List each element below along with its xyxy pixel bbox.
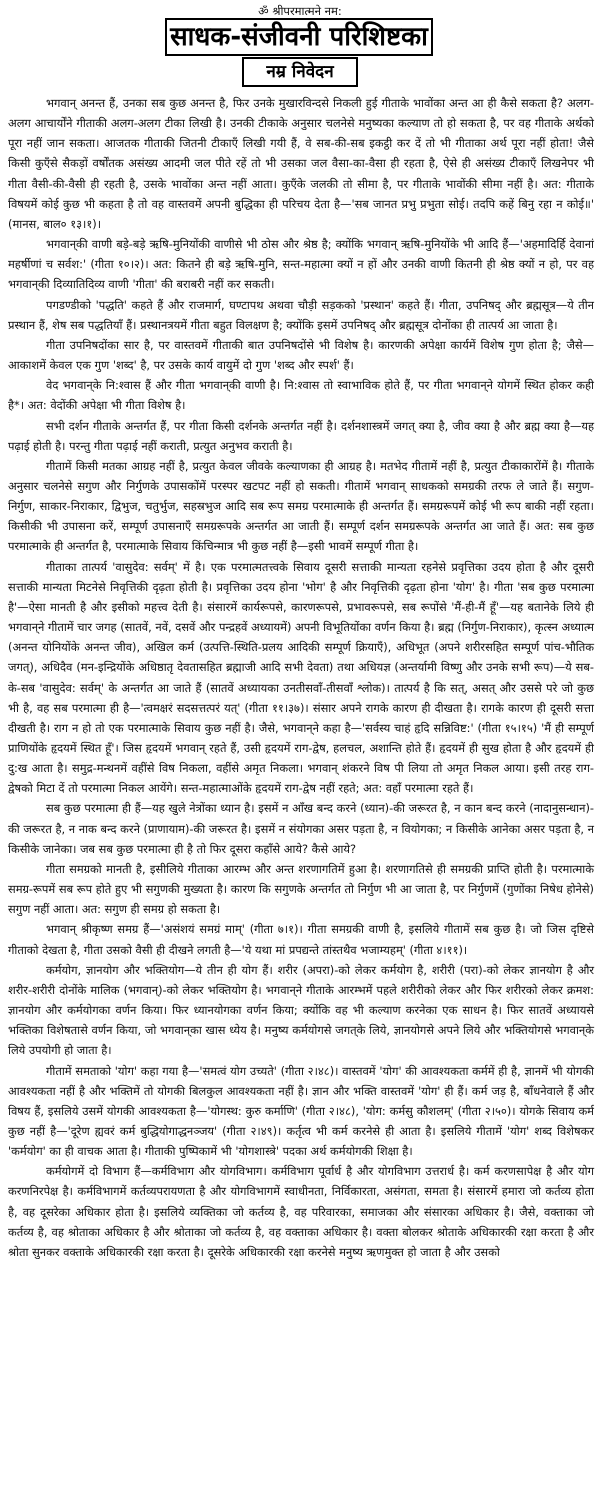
paragraph: गीताका तात्पर्य 'वासुदेव: सर्वम्' में है। एक परमात्मतत्त्वके सिवाय दूसरी सत्ताकी मान्यता रहनेसे प्रवृत्तिका उदय होता है और दूसरी सत्ताकी मान्यता मिटनेसे निवृत्तिकी दृढ़ता होती है। प्रवृत्तिका उदय होना 'भोग' है और निवृत्तिकी दृढ़ता होना 'योग' है। गीता 'सब कुछ परमात्मा है'—ऐसा मानती है और इसीको महत्त्व देती है। संसारमें कार्यरूपसे, कारणरूपसे, प्रभावरूपसे, सब रूपोंसे 'मैं-ही-मैं हूँ'—यह बतानेके लिये ही भगवान्‌ने गीतामें चार जगह (सातवें, नवें, दसवें और पन्द्रहवें अध्यायमें) अपनी विभूतियोंका वर्णन किया है। ब्रह्म (निर्गुण-निराकार), कृत्स्न अध्यात्म (अनन्त योनियोंके अनन्त जीव), अखिल कर्म (उत्पत्ति-स्थिति-प्रलय आदिकी सम्पूर्ण क्रियाएँ), अधिभूत (अपने शरीरसहित सम्पूर्ण पांच-भौतिक जगत्), अधिदैव (मन-इन्द्रियोंके अधिष्ठातृ देवतासहित ब्रह्माजी आदि सभी देवता) तथा अधियज्ञ (अन्तर्यामी विष्णु और उनके सभी रूप)—ये सब-के-सब 'वासुदेव: सर्वम्' के अन्तर्गत आ जाते हैं (सातवें अध्यायका उनतीसवाँ-तीसवाँ श्लोक)। तात्पर्य है कि सत्, असत् और उससे परे जो कुछ भी है, वह सब परमात्मा ही है—'त्वमक्षरं सदसत्तत्परं यत्' (गीता ११।३७)। संसार अपने रागके कारण ही दीखता है। रागके कारण ही दूसरी सत्ता दीखती है। राग न हो तो एक परमात्माके सिवाय कुछ नहीं है। जैसे, भगवान्‌ने कहा है—'सर्वस्य चाहं हृदि सन्निविष्ट:' (गीता १५।१५) 'मैं ही सम्पूर्ण प्राणियोंके हृदयमें स्थित हूँ'। जिस हृदयमें भगवान् रहते हैं, उसी हृदयमें राग-द्वेष, हलचल, अशान्ति होते हैं। हृदयमें ही सुख होता है और हृदयमें ही दु:ख आता है। समुद्र-मन्थनमें वहींसे विष निकला, वहींसे अमृत निकला। भगवान् शंकरने विष पी लिया तो अमृत निकल आया। इसी तरह राग-द्वेषको मिटा दें तो परमात्मा निकल आयेंगे। सन्त-महात्माओंके हृदयमें राग-द्वेष नहीं रहते; अत: वहाँ परमात्मा रहते हैं।: [8, 559, 594, 796]
paragraph: गीता उपनिषदोंका सार है, पर वास्तवमें गीताकी बात उपनिषदोंसे भी विशेष है। कारणकी अपेक्षा कार्यमें विशेष गुण होता है; जैसे—आकाशमें केवल एक गुण 'शब्द' है, पर उसके कार्य वायुमें दो गुण 'शब्द और स्पर्श' हैं।: [8, 337, 594, 373]
paragraph: भगवान् अनन्त हैं, उनका सब कुछ अनन्त है, फिर उनके मुखारविन्दसे निकली हुई गीताके भावोंका अन्त आ ही कैसे सकता है? अलग-अलग आचार्योंने गीताकी अलग-अलग टीका लिखी है। उनकी टीकाके अनुसार चलनेसे मनुष्यका कल्याण तो हो सकता है, पर वह गीताके अर्थको पूरा नहीं जान सकता। आजतक गीताकी जितनी टीकाएँ लिखी गयी हैं, वे सब-की-सब इकट्ठी कर दें तो भी गीताका अर्थ पूरा नहीं होता! जैसे किसी कुएँसे सैकड़ों वर्षोंतक असंख्य आदमी जल पीते रहें तो भी उसका जल वैसा-का-वैसा ही रहता है, ऐसे ही असंख्य टीकाएँ लिखनेपर भी गीता वैसी-की-वैसी ही रहती है, उसके भावोंका अन्त नहीं आता। कुएँके जलकी तो सीमा है, पर गीताके भावोंकी सीमा नहीं है। अत: गीताके विषयमें कोई कुछ भी कहता है तो वह वास्तवमें अपनी बुद्धिका ही परिचय देता है—'सब जानत प्रभु प्रभुता सोई। तदपि कहें बिनु रहा न कोई॥' (मानस, बाल० १३।१)।: [8, 96, 594, 231]
paragraph: गीतामें किसी मतका आग्रह नहीं है, प्रत्युत केवल जीवके कल्याणका ही आग्रह है। मतभेद गीतामें नहीं है, प्रत्युत टीकाकारोंमें है। गीताके अनुसार चलनेसे सगुण और निर्गुणके उपासकोंमें परस्पर खटपट नहीं हो सकती। गीतामें भगवान् साधकको समग्रकी तरफ ले जाते हैं। सगुण-निर्गुण, साकार-निराकार, द्विभुज, चतुर्भुज, सहस्रभुज आदि सब रूप समग्र परमात्माके ही अन्तर्गत हैं। समग्ररूपमें कोई भी रूप बाकी नहीं रहता। किसीकी भी उपासना करें, सम्पूर्ण उपासनाएँ समग्ररूपके अन्तर्गत आ जाती हैं। सम्पूर्ण दर्शन समग्ररूपके अन्तर्गत आ जाते हैं। अत: सब कुछ परमात्माके ही अन्तर्गत है, परमात्माके सिवाय किंचिन्मात्र भी कुछ नहीं है—इसी भावमें सम्पूर्ण गीता है।: [8, 458, 595, 554]
paragraph: भगवान् श्रीकृष्ण समग्र हैं—'असंशयं समग्रं माम्' (गीता ७।१)। गीता समग्रकी वाणी है, इसलिये गीतामें सब कुछ है। जो जिस दृष्टिसे गीताको देखता है, गीता उसको वैसी ही दीखने लगती है—'ये यथा मां प्रपद्यन्ते तांस्तथैव भजाम्यहम्' (गीता ४।११)।: [8, 922, 594, 957]
paragraph: गीता समग्रको मानती है, इसीलिये गीताका आरम्भ और अन्त शरणागतिमें हुआ है। शरणागतिसे ही समग्रकी प्राप्ति होती है। परमात्माके समग्र-रूपमें सब रूप होते हुए भी सगुणकी मुख्यता है। कारण कि सगुणके अन्तर्गत तो निर्गुण भी आ जाता है, पर निर्गुणमें (गुणोंका निषेध होनेसे) सगुण नहीं आता। अत: सगुण ही समग्र हो सकता है।: [8, 861, 594, 917]
paragraph: पगडण्डीको 'पद्धति' कहते हैं और राजमार्ग, घण्टापथ अथवा चौड़ी सड़कको 'प्रस्थान' कहते हैं। गीता, उपनिषद् और ब्रह्मसूत्र—ये तीन प्रस्थान हैं, शेष सब पद्धतियाँ हैं। प्रस्थानत्रयमें गीता बहुत विलक्षण है; क्योंकि इसमें उपनिषद् और ब्रह्मसूत्र दोनोंका ही तात्पर्य आ जाता है।: [8, 297, 594, 332]
invocation-line: ॐ श्रीपरमात्मने नम:: [258, 4, 342, 18]
page-title: साधक-संजीवनी परिशिष्टका: [165, 18, 433, 56]
paragraph: कर्मयोगमें दो विभाग हैं—कर्मविभाग और योगविभाग। कर्मविभाग पूर्वार्ध है और योगविभाग उत्तरार्ध है। कर्म करणसापेक्ष है और योग करणनिरपेक्ष है। कर्मविभागमें कर्तव्यपरायणता है और योगविभागमें स्वाधीनता, निर्विकारता, असंगता, समता है। संसारमें हमारा जो कर्तव्य होता है, वह दूसरेका अधिकार होता है। इसलिये व्यक्तिका जो कर्तव्य है, वह परिवारका, समाजका और संसारका अधिकार है। जैसे, वक्ताका जो कर्तव्य है, वह श्रोताका अधिकार है और श्रोताका जो कर्तव्य है, वह वक्ताका अधिकार है। वक्ता बोलकर श्रोताके अधिकारकी रक्षा करता है और श्रोता सुनकर वक्ताके अधिकारकी रक्षा करता है। दूसरेके अधिकारकी रक्षा करनेसे मनुष्य ऋणमुक्त हो जाता है और उसको: [8, 1164, 594, 1259]
paragraph: भगवान्‌की वाणी बड़े-बड़े ऋषि-मुनियोंकी वाणीसे भी ठोस और श्रेष्ठ है; क्योंकि भगवान् ऋषि-मुनियोंके भी आदि हैं—'अहमादिर्हि देवानां महर्षीणां च सर्वश:' (गीता १०।२)। अत: कितने ही बड़े ऋषि-मुनि, सन्त-महात्मा क्यों न हों और उनकी वाणी कितनी ही श्रेष्ठ क्यों न हो, पर वह भगवान्‌की दिव्यातिदिव्य वाणी 'गीता' की बराबरी नहीं कर सकती।: [8, 237, 594, 292]
body-text: [8, 93, 594, 1262]
paragraph: सब कुछ परमात्मा ही हैं—यह खुले नेत्रोंका ध्यान है। इसमें न आँख बन्द करने (ध्यान)-की जरूरत है, न कान बन्द करने (नादानुसन्धान)-की जरूरत है, न नाक बन्द करने (प्राणायाम)-की जरूरत है। इसमें न संयोगका असर पड़ता है, न वियोगका; न किसीके आनेका असर पड़ता है, न किसीके जानेका। जब सब कुछ परमात्मा ही है तो फिर दूसरा कहाँसे आये? कैसे आये?: [8, 801, 594, 856]
paragraph: वेद भगवान्‌के नि:श्वास हैं और गीता भगवान्‌की वाणी है। नि:श्वास तो स्वाभाविक होते हैं, पर गीता भगवान्‌ने योगमें स्थित होकर कही है*। अत: वेदोंकी अपेक्षा भी गीता विशेष है।: [8, 378, 594, 413]
paragraph: कर्मयोग, ज्ञानयोग और भक्तियोग—ये तीन ही योग हैं। शरीर (अपरा)-को लेकर कर्मयोग है, शरीरी (परा)-को लेकर ज्ञानयोग है और शरीर-शरीरी दोनोंके मालिक (भगवान्)-को लेकर भक्तियोग है। भगवान्‌ने गीताके आरम्भमें पहले शरीरीको लेकर और फिर शरीरको लेकर क्रमश: ज्ञानयोग और कर्मयोगका वर्णन किया। फिर ध्यानयोगका वर्णन किया; क्योंकि वह भी कल्याण करनेका एक साधन है। फिर सातवें अध्यायसे भक्तिका विशेषतासे वर्णन किया, जो भगवान्‌का खास ध्येय है। मनुष्य कर्मयोगसे जगत्‌के लिये, ज्ञानयोगसे अपने लिये और भक्तियोगसे भगवान्‌के लिये उपयोगी हो जाता है।: [8, 962, 594, 1058]
paragraph: गीतामें समताको 'योग' कहा गया है—'समत्वं योग उच्यते' (गीता २।४८)। वास्तवमें 'योग' की आवश्यकता कर्ममें ही है, ज्ञानमें भी योगकी आवश्यकता नहीं है और भक्तिमें तो योगकी बिलकुल आवश्यकता नहीं है। ज्ञान और भक्ति वास्तवमें 'योग' ही हैं। कर्म जड़ है, बाँधनेवाले हैं और विषय हैं, इसलिये उसमें योगकी आवश्यकता है—'योगस्थ: कुरु कर्माणि' (गीता २।४८), 'योग: कर्मसु कौशलम्' (गीता २।५०)। योगके सिवाय कर्म कुछ नहीं है—'दूरेण ह्यवरं कर्म बुद्धियोगाद्धनञ्जय' (गीता २।४९)। कर्तृत्व भी कर्म करनेसे ही आता है। इसलिये गीतामें 'योग' शब्द विशेषकर 'कर्मयोग' का ही वाचक आता है। गीताकी पुष्पिकामें भी 'योगशास्त्रे' पदका अर्थ कर्मयोगकी शिक्षा है।: [8, 1063, 594, 1159]
page-subtitle: नम्र निवेदन: [242, 57, 358, 87]
paragraph: सभी दर्शन गीताके अन्तर्गत हैं, पर गीता किसी दर्शनके अन्तर्गत नहीं है। दर्शनशास्त्रमें जगत् क्या है, जीव क्या है और ब्रह्म क्या है—यह पढ़ाई होती है। परन्तु गीता पढ़ाई नहीं कराती, प्रत्युत अनुभव कराती है।: [8, 418, 594, 453]
